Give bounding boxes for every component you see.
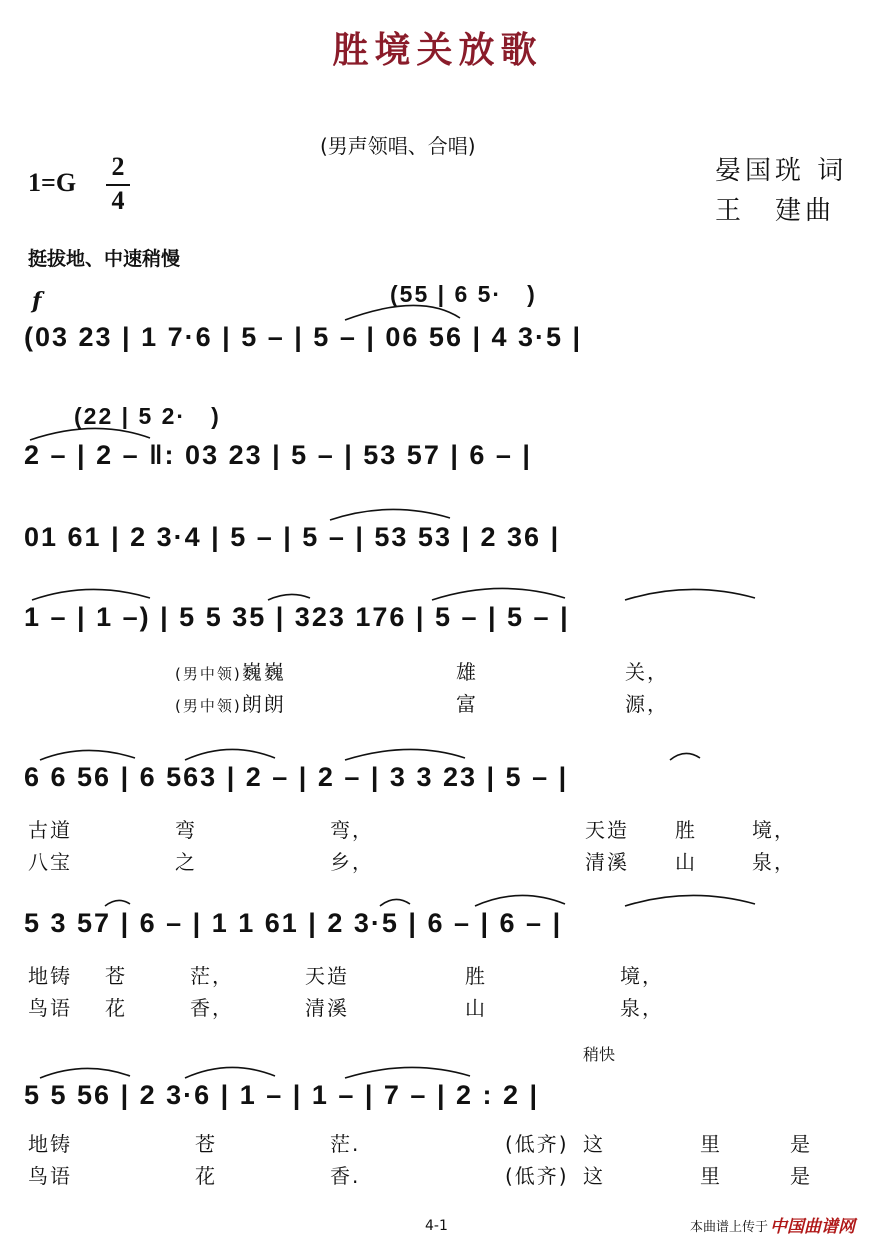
tie-slur xyxy=(475,895,565,906)
score-system-5: 6 6 56 | 6 563 | 2 – | 2 – | 3 3 23 | 5 – | xyxy=(24,762,569,792)
lyric-word: 茫， xyxy=(190,964,234,988)
lyric-word: 巍巍 xyxy=(241,660,286,684)
lyric-word: 境， xyxy=(620,964,664,988)
lyric-word: 之 xyxy=(175,850,197,874)
tie-slur xyxy=(105,900,130,906)
tie-slur xyxy=(625,589,755,600)
lyric-word: 这 xyxy=(583,1132,605,1156)
composer-credit: 王 建曲 xyxy=(715,196,836,226)
tie-slur xyxy=(432,588,565,600)
lyric-word: 茫. xyxy=(330,1132,361,1156)
lyric-word: 香. xyxy=(330,1164,361,1188)
cue-notes-1: (55 | 6 5· ) xyxy=(390,281,537,307)
tempo-change-mark: 稍快 xyxy=(583,1045,616,1064)
lyric-word: 雄 xyxy=(456,660,478,684)
lyric-word: 弯 xyxy=(175,818,197,842)
lyric-tag: (男中领) xyxy=(175,665,242,683)
lyric-word: 苍 xyxy=(105,964,127,988)
lyric-tag: (低齐) xyxy=(505,1164,569,1188)
lyric-tag: (男中领) xyxy=(175,697,242,715)
lyric-word: 花 xyxy=(195,1164,217,1188)
lyric-word: 是 xyxy=(790,1164,812,1188)
site-logo[interactable]: 中国曲谱网 xyxy=(770,1217,855,1237)
lyric-word: 泉， xyxy=(620,996,664,1020)
lyric-word: 花 xyxy=(105,996,127,1020)
lyric-word: 八宝 xyxy=(28,850,72,874)
tie-slur xyxy=(330,509,450,520)
tie-slur xyxy=(40,750,135,760)
score-system-4: 1 – | 1 –) | 5 5 35 | 323 176 | 5 – | 5 – | xyxy=(24,602,570,632)
lyric-word: 香， xyxy=(190,996,234,1020)
tie-slur xyxy=(380,899,410,906)
page-number: 4-1 xyxy=(425,1218,448,1234)
lyric-word: 山 xyxy=(675,850,697,874)
lyric-word: 里 xyxy=(700,1164,722,1188)
tie-slur xyxy=(40,1068,130,1078)
lyric-word: 天造 xyxy=(305,964,349,988)
tempo-marking: 挺拔地、中速稍慢 xyxy=(28,248,181,270)
lyric-word: 泉， xyxy=(752,850,796,874)
tie-slur xyxy=(345,749,465,760)
lyric-word: 天造 xyxy=(585,818,629,842)
lyricist-credit: 晏国珖 词 xyxy=(715,156,848,186)
cue-notes-2: (22 | 5 2· ) xyxy=(74,403,221,429)
lyric-word: 这 xyxy=(583,1164,605,1188)
tie-slur xyxy=(185,749,275,760)
performance-note: (男声领唱、合唱) xyxy=(320,134,476,158)
page-title: 胜境关放歌 xyxy=(332,29,543,71)
score-system-6: 5 3 57 | 6 – | 1 1 61 | 2 3·5 | 6 – | 6 – | xyxy=(24,908,563,938)
lyric-word: 弯， xyxy=(330,818,374,842)
lyric-word: 朗朗 xyxy=(241,692,286,716)
lyric-word: 关， xyxy=(625,660,669,684)
dynamic-marking: f xyxy=(32,288,42,314)
tie-slur xyxy=(185,1067,275,1078)
lyric-word: 地铸 xyxy=(28,1132,72,1156)
lyric-word: 富 xyxy=(456,692,478,716)
lyric-word: 苍 xyxy=(195,1132,217,1156)
lyric-word: 鸟语 xyxy=(28,996,72,1020)
lyric-word: 鸟语 xyxy=(28,1164,72,1188)
score-system-2: 2 – | 2 – ‖: 03 23 | 5 – | 53 57 | 6 – | xyxy=(24,440,532,470)
lyric-word: 胜 xyxy=(465,964,487,988)
lyric-word: 里 xyxy=(700,1132,722,1156)
key-signature: 1=G xyxy=(28,168,77,197)
score-system-1: (03 23 | 1 7·6 | 5 – | 5 – | 06 56 | 4 3·5 | xyxy=(24,322,583,352)
time-signature-top: 2 xyxy=(111,152,125,181)
upload-note: 本曲谱上传于 xyxy=(690,1220,769,1235)
tie-slur xyxy=(345,1067,470,1078)
time-signature-bottom: 4 xyxy=(111,186,125,215)
tie-slur xyxy=(32,589,150,600)
lyric-word: 乡， xyxy=(330,850,374,874)
lyric-word: 是 xyxy=(790,1132,812,1156)
lyric-word: 胜 xyxy=(675,818,697,842)
lyric-word: 古道 xyxy=(28,818,72,842)
lyric-word: 地铸 xyxy=(28,964,72,988)
tie-slur xyxy=(625,895,755,906)
lyric-word: 境， xyxy=(752,818,796,842)
lyric-word: 清溪 xyxy=(305,996,349,1020)
lyric-word: 山 xyxy=(465,996,487,1020)
lyric-word: 清溪 xyxy=(585,850,629,874)
lyric-word: 源， xyxy=(625,692,669,716)
score-system-3: 01 61 | 2 3·4 | 5 – | 5 – | 53 53 | 2 36 | xyxy=(24,522,561,552)
lyric-tag: (低齐) xyxy=(505,1132,569,1156)
score-system-7: 5 5 56 | 2 3·6 | 1 – | 1 – | 7 – | 2 : 2 | xyxy=(24,1080,540,1110)
tie-slur xyxy=(345,305,460,320)
tie-slur xyxy=(670,753,700,760)
tie-slur xyxy=(268,594,310,600)
tie-slur xyxy=(30,428,150,440)
